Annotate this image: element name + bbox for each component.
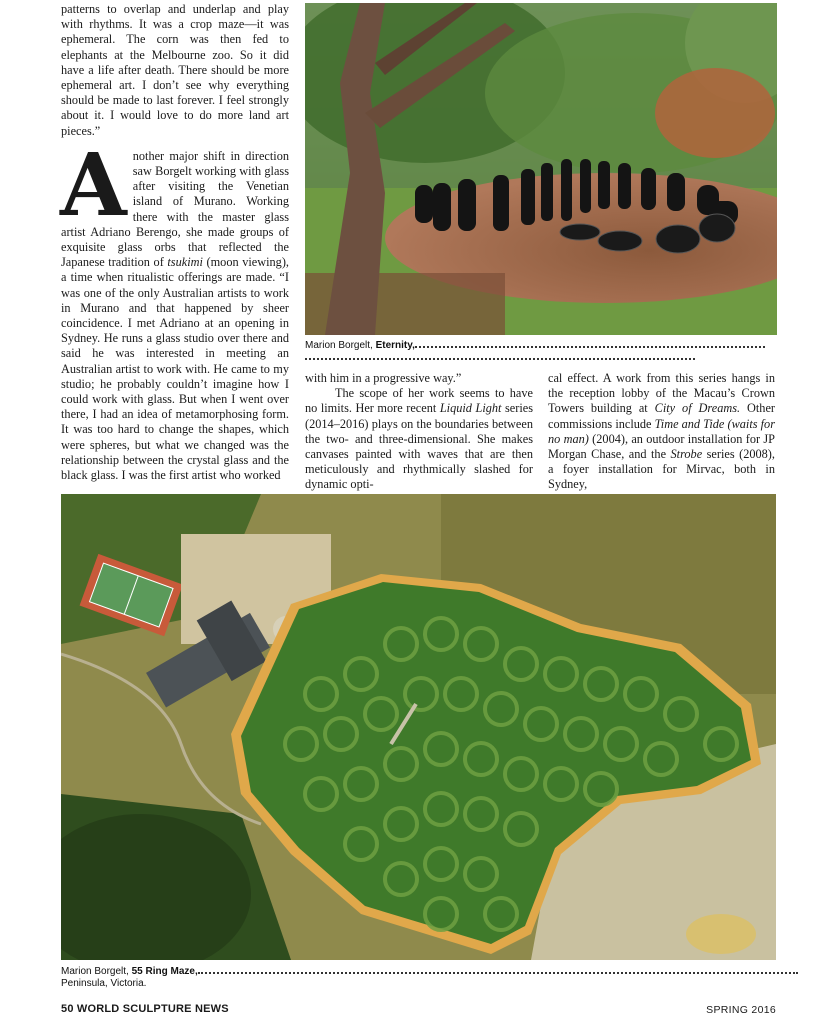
italic-title: Strobe	[670, 447, 703, 462]
caption-title: Eternity,	[375, 340, 415, 351]
paragraph-continued: patterns to overlap and underlap and play with rhythms. It was a crop maze—it was ephemeral. The corn was then fed to elephants at the Melbourne zoo. So it did have a life after death. There should be more ephemeral art. I don’t see why everything should be made to last forever. I feel strongly about it. I would love to do more land art pieces.”	[61, 2, 289, 138]
paragraph-end-quote: with him in a progressive way.”	[305, 371, 462, 385]
caption-dotted-rule	[305, 358, 695, 360]
paragraph-text: Other commissions include	[548, 401, 776, 431]
italic-title: City of Dreams.	[654, 401, 741, 416]
issue-date: SPRING 2016	[706, 1004, 776, 1016]
caption-dotted-rule	[198, 972, 798, 974]
page-folio: 50 WORLD SCULPTURE NEWS	[61, 1003, 229, 1015]
caption-title: 55 Ring Maze,	[131, 966, 198, 977]
paragraph-text: series (2014–2016) plays on the boundaries between the two- and three-dimensional. She makes canvases painted with waves that are then meticulously and rhythmically slashed for dynamic opti-	[305, 401, 533, 492]
caption-dotted-rule	[415, 346, 765, 348]
paragraph-text: cal effect. A work from this series hangs in the reception lobby of the Macau’s Crown Towers building at	[548, 371, 775, 416]
eternity-caption	[305, 340, 837, 364]
caption-artist: Marion Borgelt,	[61, 966, 132, 977]
italic-title: Liquid Light	[439, 401, 502, 416]
caption-location: Peninsula, Victoria.	[61, 978, 147, 989]
article-column-2	[305, 371, 533, 493]
paragraph-text: (moon viewing), a time when ritualistic offerings are made. “I was one of the only Australian artists to work in Murano and that happened by sheer coincidence. I met Adriano at an opening in Sydney. He runs a glass studio over there and said he was interested in meeting an Australian artist to work with. He came to my studio; he probably couldn’t imagine how I could work with glass. But when I went over there, I had an idea of metamorphosing form. It was too hard to change the shapes, which were spheres, but what we changed was the relationship between the crystal glass and the black glass. I was the first artist who worked	[61, 255, 289, 483]
paragraph-text: The scope of her work seems to have no limits. Her more recent	[305, 386, 533, 416]
ring-maze-photo	[61, 494, 776, 960]
paragraph-text: nother major shift in direction saw Borgelt working with glass after visiting the Venetian island of Murano. Working there with the master glass artist Adriano Berengo, she made groups of exquisite glass orbs that reflected the Japanese tradition of	[61, 148, 289, 270]
italic-title: Time and Tide (waits for no man)	[548, 416, 775, 446]
paragraph-text: series (2008), a foyer installation for Mirvac, both in Sydney,	[548, 447, 775, 492]
italic-term: tsukimi	[167, 255, 203, 270]
paragraph-liquid-light	[305, 386, 533, 492]
paragraph-text: (2004), an outdoor installation for JP Morgan Chase, and the	[548, 431, 775, 462]
paragraph-commissions	[548, 371, 775, 493]
caption-artist: Marion Borgelt,	[305, 340, 376, 351]
drop-cap: A	[60, 134, 127, 236]
ring-maze-caption	[61, 966, 837, 990]
eternity-photo	[305, 3, 777, 335]
paragraph-glass	[60, 134, 289, 483]
article-column-3	[548, 371, 775, 493]
article-column-1	[61, 2, 289, 483]
